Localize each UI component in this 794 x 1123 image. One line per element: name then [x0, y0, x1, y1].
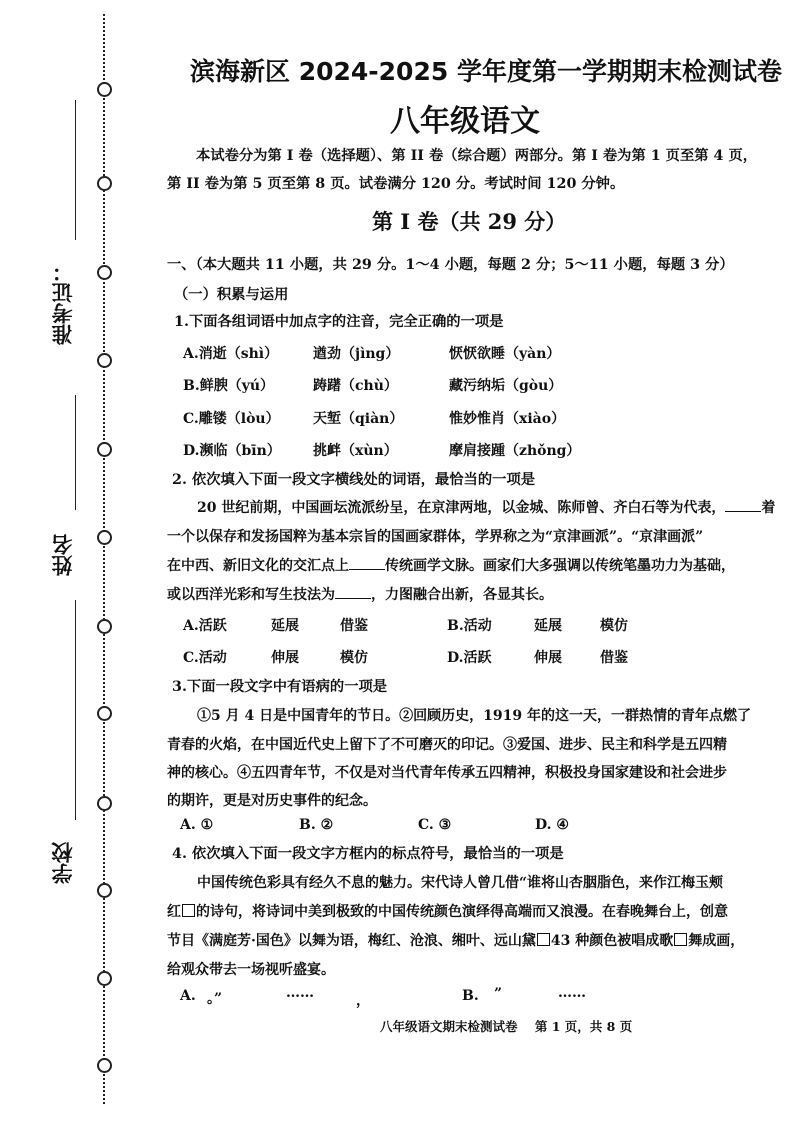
- q2-stem: 2. 依次填入下面一段文字横线处的词语，最恰当的一项是: [172, 472, 536, 488]
- binding-hole-icon: [97, 971, 112, 986]
- q4-stem: 4. 依次填入下面一段文字方框内的标点符号，最恰当的一项是: [172, 846, 564, 862]
- volume-heading: 第 I 卷（共 29 分）: [372, 209, 567, 234]
- q3-line-4: 的期许，更是对历史事件的纪念。: [167, 793, 377, 809]
- binding-hole-icon: [97, 353, 112, 368]
- q2-passage-line-4: 或以西洋光彩和写生技法为 ，力图融合出新，各显其长。: [167, 587, 553, 603]
- q4-line-3: 节目《满庭芳·国色》以舞为语，梅红、沧浪、缃叶、远山黛 43 种颜色被唱成歌 舞成画，: [167, 933, 745, 949]
- blank-2: [349, 557, 385, 570]
- q2-opt-a2: 延展: [271, 618, 299, 634]
- q1-option-b-1: B.鲜腴（yú）: [183, 378, 275, 394]
- q2-opt-d2: 伸展: [534, 650, 562, 666]
- intro-line-2: 第 II 卷为第 5 页至第 8 页。试卷满分 120 分。考试时间 120 分钟。: [167, 176, 625, 192]
- name-label: 姓名: [51, 534, 75, 576]
- binding-hole-icon: [97, 265, 112, 280]
- q3-option-a: A. ①: [180, 817, 214, 833]
- q4-option-a-mark-2: ……: [286, 985, 314, 1001]
- q1-option-a-3: 恹恹欲睡（yàn）: [449, 346, 561, 362]
- q2-opt-d3: 借鉴: [600, 650, 628, 666]
- q1-option-c-1: C.雕镂（lòu）: [183, 411, 280, 427]
- binding-hole-icon: [97, 796, 112, 811]
- exam-title: 滨海新区 2024-2025 学年度第一学期期末检测试卷: [190, 57, 782, 86]
- q2-opt-b3: 模仿: [600, 618, 628, 634]
- q1-option-c-3: 惟妙惟肖（xiào）: [449, 411, 566, 427]
- q4-option-a-label: A.: [180, 988, 196, 1004]
- q1-option-d-1: D.濒临（bīn）: [183, 443, 281, 459]
- school-label: 学校: [51, 842, 75, 884]
- q2-passage-line-3: 在中西、新旧文化的交汇点上 传统画学文脉。画家们大多强调以传统笔墨功力为基础，: [167, 558, 735, 574]
- q2-opt-a1: A.活跃: [183, 618, 227, 634]
- q3-line-3: 神的核心。④五四青年节，不仅是对当代青年传承五四精神，积极投身国家建设和社会进步: [167, 765, 727, 781]
- q4-option-b-mark-2: ……: [558, 985, 586, 1001]
- q3-line-2: 青春的火焰，在中国近代史上留下了不可磨灭的印记。③爱国、进步、民主和科学是五四精: [167, 737, 727, 753]
- q2-opt-c3: 模仿: [340, 650, 368, 666]
- blank-3: [335, 586, 371, 599]
- q1-option-b-2: 踌躇（chù）: [313, 378, 398, 394]
- q3-option-c: C. ③: [418, 817, 452, 833]
- admission-number-label: 准考证：: [51, 261, 75, 345]
- q2-opt-c1: C.活动: [183, 650, 227, 666]
- q4-line-1: 中国传统色彩具有经久不息的魅力。宋代诗人曾几借“谁将山杏胭脂色，来作江梅玉颊: [197, 875, 724, 891]
- q2-opt-b1: B.活动: [447, 618, 492, 634]
- subsection-heading: （一）积累与运用: [174, 287, 289, 303]
- q2-passage-line-2: 一个以保存和发扬国粹为基本宗旨的国画家群体，学界称之为“京津画派”。“京津画派”: [167, 529, 704, 545]
- q4-line-4: 给观众带去一场视听盛宴。: [167, 962, 335, 978]
- q2-opt-c2: 伸展: [271, 650, 299, 666]
- q3-stem: 3.下面一段文字中有语病的一项是: [172, 679, 388, 695]
- q1-option-d-2: 挑衅（xùn）: [313, 443, 398, 459]
- binding-hole-icon: [97, 82, 112, 97]
- q1-stem: 1.下面各组词语中加点字的注音，完全正确的一项是: [174, 314, 504, 330]
- punct-box: [182, 904, 195, 917]
- punct-box: [674, 933, 687, 946]
- q2-opt-d1: D.活跃: [447, 650, 492, 666]
- binding-hole-icon: [97, 883, 112, 898]
- binding-hole-icon: [97, 176, 112, 191]
- name-line[interactable]: [75, 395, 76, 510]
- q3-option-d: D. ④: [535, 817, 569, 833]
- q2-opt-b2: 延展: [534, 618, 562, 634]
- blank-1: [725, 499, 761, 512]
- q1-option-a-1: A.消逝（shì）: [183, 346, 279, 362]
- binding-hole-icon: [97, 442, 112, 457]
- q4-option-a-mark-1: 。”: [207, 991, 223, 1007]
- binding-hole-icon: [97, 1058, 112, 1073]
- q2-opt-a3: 借鉴: [340, 618, 368, 634]
- q2-passage-line-1: 20 世纪前期，中国画坛流派纷呈，在京津两地，以金城、陈师曾、齐白石等为代表， 着: [197, 500, 776, 516]
- page-footer: 八年级语文期末检测试卷 第 1 页，共 8 页: [380, 1019, 633, 1034]
- binding-hole-icon: [97, 619, 112, 634]
- q1-option-c-2: 天堑（qiàn）: [313, 411, 404, 427]
- q1-option-d-3: 摩肩接踵（zhǒng）: [449, 443, 581, 459]
- q4-option-b-label: B.: [462, 988, 479, 1004]
- q4-option-b-mark-1: ”: [494, 986, 503, 1002]
- punct-box: [537, 933, 550, 946]
- q4-line-2: 红 的诗句，将诗词中美到极致的中国传统颜色演绎得高端而又浪漫。在春晚舞台上，创意: [167, 904, 728, 920]
- admission-number-line[interactable]: [75, 100, 76, 240]
- q3-option-b: B. ②: [299, 817, 334, 833]
- binding-hole-icon: [97, 706, 112, 721]
- q1-option-b-3: 藏污纳垢（gòu）: [449, 378, 563, 394]
- intro-line-1: 本试卷分为第 I 卷（选择题）、第 II 卷（综合题）两部分。第 I 卷为第 1 页至第 4 页，: [196, 148, 758, 164]
- q3-line-1: ①5 月 4 日是中国青年的节日。②回顾历史，1919 年的这一天，一群热情的青年点燃了: [197, 708, 751, 724]
- section-heading: 一、（本大题共 11 小题，共 29 分。1～4 小题，每题 2 分；5～11 小题，每题 3 分）: [167, 257, 734, 273]
- subject-title: 八年级语文: [390, 104, 540, 139]
- binding-hole-icon: [97, 530, 112, 545]
- school-line[interactable]: [75, 600, 76, 820]
- q4-option-a-mark-3: ，: [356, 993, 370, 1009]
- q1-option-a-2: 遒劲（jìng）: [313, 346, 400, 362]
